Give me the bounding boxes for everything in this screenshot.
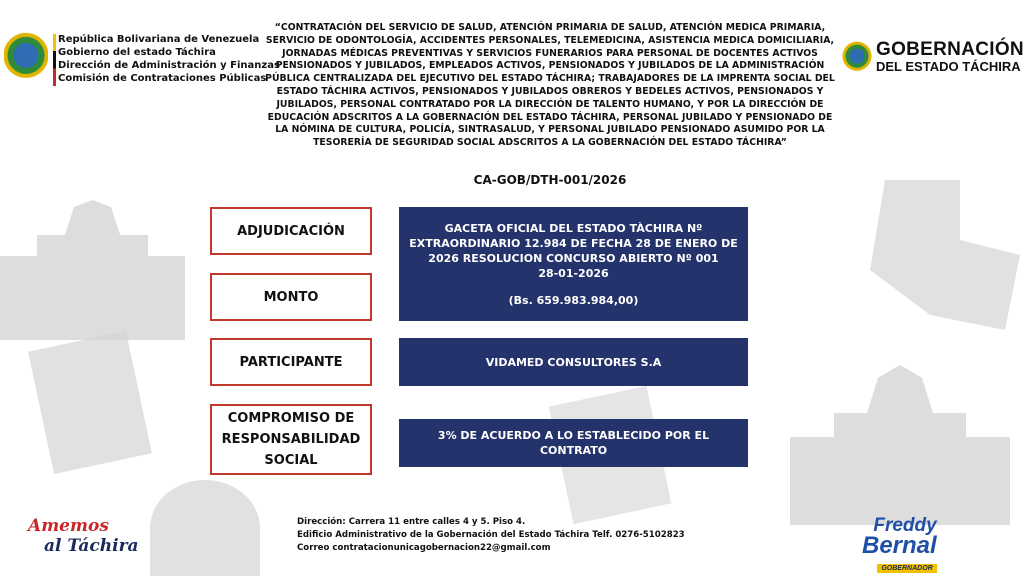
header-line: Dirección de Administración y Finanzas (58, 60, 280, 71)
state-coat-of-arms-logo (4, 32, 48, 84)
freddy-bernal-logo (862, 516, 937, 576)
logo-line: Freddy (873, 515, 937, 536)
gobernacion-logo (842, 40, 1024, 76)
label-compromiso (210, 404, 372, 475)
monto-value: (Bs. 659.983.984,00) (508, 293, 639, 307)
value-text: CONTRATO (539, 444, 608, 457)
address-line: Dirección: Carrera 11 entre calles 4 y 5. Piso 4. (297, 517, 526, 527)
value-text: VIDAMED CONSULTORES S.A (485, 355, 662, 369)
value-participante (399, 338, 748, 386)
coat-of-arms-icon (842, 40, 872, 76)
stamp-icon (150, 480, 260, 576)
label-text: COMPROMISO DE (227, 411, 355, 426)
label-participante (210, 338, 372, 386)
label-text: RESPONSABILIDAD (221, 432, 361, 447)
logo-line: Amemos (28, 516, 109, 536)
label-text: PARTICIPANTE (239, 354, 343, 370)
amemos-al-tachira-logo (28, 516, 139, 556)
logo-line: DEL ESTADO TÁCHIRA (876, 59, 1021, 74)
contact-footer (297, 516, 685, 555)
contract-title: “CONTRATACIÓN DEL SERVICIO DE SALUD, ATENCIÓN PRIMARIA DE SALUD, ATENCIÓN MEDICA PRIMARIA, SERVICIO DE ODONTOLOGÍA, ACCIDENTES PERSONALES, TELEMEDICINA, ASISTENCIA MEDICA DOMICILIARIA, JORNADAS MÉDICAS PREVENTIVAS Y SERVICIOS FUNERARIOS PARA PERSONAL DE DOCENTES ACTIVOS PENSIONADOS Y JUBILADOS, EMPLEADOS ACTIVOS, PENSIONADOS Y JUBILADOS DE LA ADMINISTRACIÓN PÚBLICA CENTRALIZADA DEL EJECUTIVO DEL ESTADO TÁCHIRA; TRABAJADORES DE LA IMPRENTA SOCIAL DEL ESTADO TÁCHIRA ACTIVOS, PENSIONADOS Y JUBILADOS OBREROS Y BEDELES ACTIVOS, PENSIONADOS Y JUBILADOS, PERSONAL CONTRATADO POR LA DIRECCIÓN DE TALENTO HUMANO, Y POR LA DIRECCIÓN DE EDUCACIÓN ADSCRITOS A LA GOBERNACIÓN DEL ESTADO TÁCHIRA, PERSONAL JUBILADO Y PENSIONADO DE LA NÓMINA DE CULTURA, POLICÍA, SINTRASALUD, Y PERSONAL JUBILADO PENSIONADO ASUMIDO POR LA TESORERÍA DE SEGURIDAD SOCIAL ADSCRITOS A LA GOBERNACIÓN DEL ESTADO TÁCHIRA” (265, 22, 835, 149)
document-icon (28, 331, 152, 474)
label-monto (210, 273, 372, 321)
capitol-building-icon (0, 200, 185, 340)
building-phone-line: Edificio Administrativo de la Gobernación del Estado Táchira Telf. 0276-5102823 (297, 530, 685, 540)
value-text: 3% DE ACUERDO A LO ESTABLECIDO POR EL (437, 429, 710, 442)
value-text: GACETA OFICIAL DEL ESTADO TÀCHIRA Nº (444, 221, 703, 235)
value-text: EXTRAORDINARIO 12.984 DE FECHA 28 DE ENERO DE (409, 236, 738, 250)
contract-code: CA-GOB/DTH-001/2026 (473, 173, 627, 187)
value-text: 28-01-2026 (538, 266, 609, 280)
handshake-icon (870, 180, 1020, 330)
value-text: 2026 RESOLUCION CONCURSO ABIERTO Nº 001 (428, 251, 719, 265)
flag-stripe (53, 34, 56, 86)
label-text: ADJUDICACIÓN (237, 223, 345, 239)
capitol-building-icon (790, 365, 1010, 525)
label-text: SOCIAL (264, 453, 318, 468)
logo-line: Bernal (862, 532, 937, 559)
value-adjudicacion-monto (399, 207, 748, 321)
header-line: Gobierno del estado Táchira (58, 47, 216, 58)
logo-line: GOBERNACIÓN (876, 39, 1024, 60)
label-text: MONTO (263, 289, 319, 305)
value-compromiso (399, 419, 748, 467)
logo-line: al Táchira (44, 536, 139, 556)
header-line: Comisión de Contrataciones Públicas (58, 73, 267, 84)
label-adjudicacion (210, 207, 372, 255)
logo-line: GOBERNADOR (877, 564, 936, 573)
institution-header (58, 33, 280, 85)
email-line: Correo contratacionunicagobernacion22@gmail.com (297, 543, 551, 553)
header-line: República Bolivariana de Venezuela (58, 34, 260, 45)
